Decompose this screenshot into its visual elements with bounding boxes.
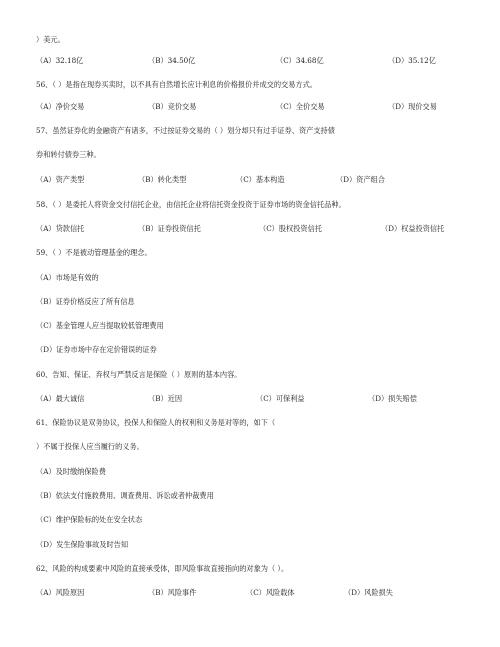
option-a: （A）最大诚信 <box>36 394 85 403</box>
option-b: （B）竞价交易 <box>148 102 197 111</box>
question-60: 60、告知、保证、弃权与严禁反言是保险（ ）原则的基本内容。 <box>36 370 242 379</box>
option-a: （A）资产类型 <box>36 175 85 184</box>
option-c: （C）维护保险标的处在安全状态 <box>36 515 143 524</box>
option-b: （B）依法支付施救费用、调查费用、诉讼或者仲裁费用 <box>36 491 214 500</box>
option-c: （C）风险载体 <box>246 588 295 597</box>
option-b: （B）近因 <box>148 394 183 403</box>
question-61-cont: ）不属于投保人应当履行的义务。 <box>36 442 144 451</box>
question-59: 59、（ ）不是被动管理基金的理念。 <box>36 248 152 257</box>
question-57-cont: 券和转付债券三种。 <box>36 150 101 159</box>
option-d: （D）损失赔偿 <box>368 394 417 403</box>
option-c: （C）全价交易 <box>276 102 325 111</box>
option-d: （D）资产组合 <box>336 175 385 184</box>
option-d: （D）风险损失 <box>344 588 393 597</box>
question-62: 62、风险的构成要素中风险的直接承受体，即风险事故直接指向的对象为（ ）。 <box>36 564 289 573</box>
option-b: （B）证券价格反应了所有信息 <box>36 297 135 306</box>
option-a: （A）风险原因 <box>36 588 85 597</box>
option-a: （A）贷款信托 <box>36 224 85 233</box>
option-b: （B）风险事件 <box>148 588 197 597</box>
option-a: （A）市场是有效的 <box>36 273 99 282</box>
question-57: 57、虽然证券化的金融资产有诸多，不过按证券交易的（ ）划分却只有过手证券、资产支持债 <box>36 126 335 135</box>
option-c: （C）股权投资信托 <box>259 224 323 233</box>
question-56: 56、（ ）是指在现券买卖时，以不具有自然增长应计利息的价格报价并成交的交易方式。 <box>36 80 317 89</box>
option-d: （D）现价交易 <box>388 102 437 111</box>
option-b: （B）证券投资信托 <box>138 224 201 233</box>
option-d: （D）权益投资信托 <box>381 224 445 233</box>
option-a: （A）32.18亿 <box>36 56 84 65</box>
option-c: （C）基本构造 <box>236 175 285 184</box>
option-d: （D）发生保险事故及时告知 <box>36 540 129 549</box>
option-b: （B）34.50亿 <box>148 56 196 65</box>
option-d: （D）35.12亿 <box>388 56 436 65</box>
option-a: （A）净价交易 <box>36 102 85 111</box>
option-c: （C）基金管理人应当提取较低管理费用 <box>36 321 164 330</box>
option-b: （B）转化类型 <box>138 175 187 184</box>
option-a: （A）及时缴纳保险费 <box>36 467 106 476</box>
option-d: （D）证券市场中存在定价错误的证券 <box>36 345 157 354</box>
text-line: ）美元。 <box>36 35 65 44</box>
option-c: （C）可保利益 <box>256 394 305 403</box>
question-58: 58、（ ）是委托人将资金交付信托企业，由信托企业将信托资金投资于证券市场的资金信托品种。 <box>36 200 346 209</box>
question-61: 61、保险协议是双务协议，投保人和保险人的权利和义务是对等的，如下（ <box>36 418 276 427</box>
option-c: （C）34.68亿 <box>276 56 324 65</box>
